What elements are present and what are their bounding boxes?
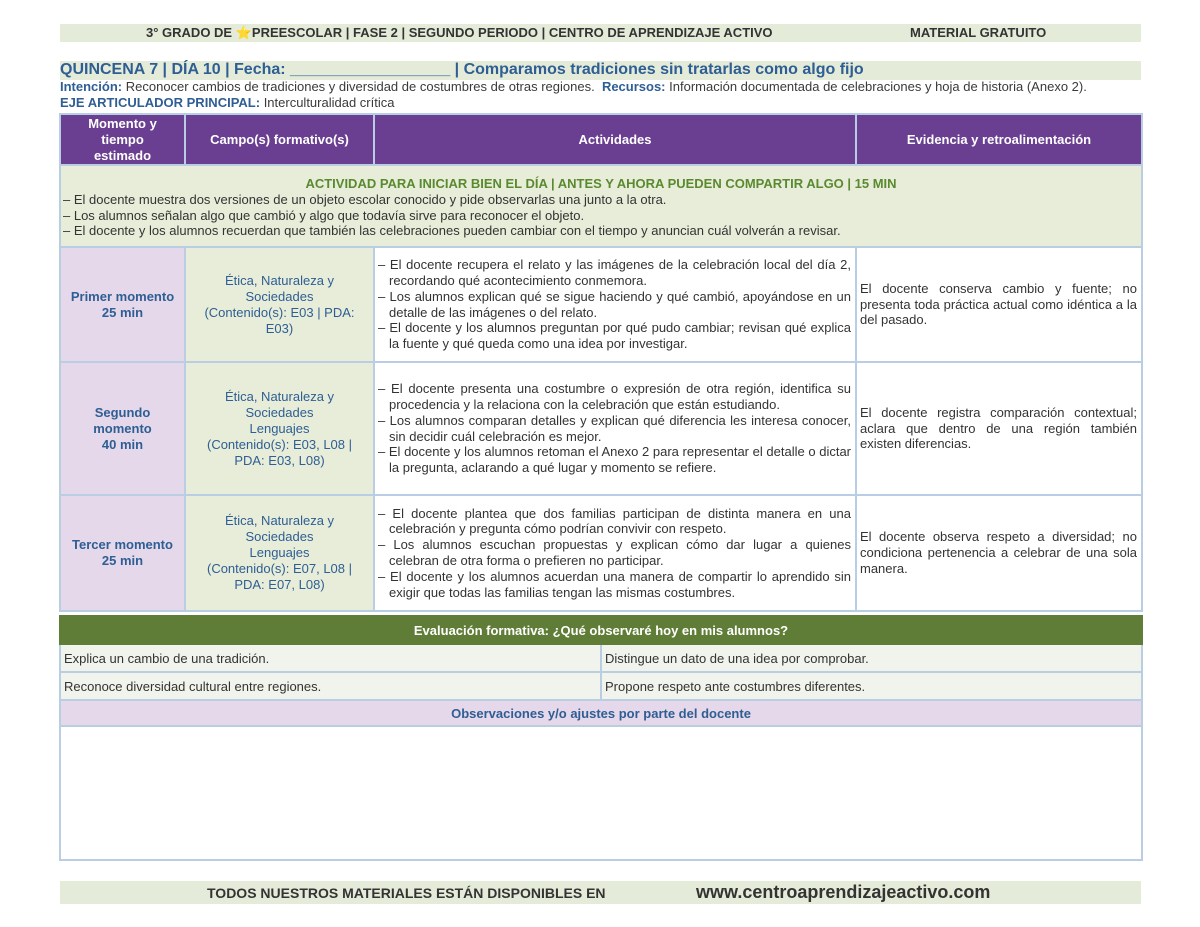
evaluacion-item: Explica un cambio de una tradición. (60, 644, 601, 672)
planning-table (59, 113, 1143, 612)
observaciones-title: Observaciones y/o ajustes por parte del docente (60, 700, 1142, 726)
evidencia-cell: El docente registra comparación contextual; aclara que dentro de una región también existen diferencias. (856, 362, 1142, 495)
table-header-row (60, 114, 1142, 165)
actividad-item: – El docente recupera el relato y las imágenes de la celebración local del día 2, recordando qué acontecimiento conmemora. (378, 257, 851, 288)
campo-line: Sociedades (245, 529, 314, 544)
evidencia-cell: El docente observa respeto a diversidad; no condiciona pertenencia a celebrar de una sola manera. (856, 495, 1142, 611)
header-momento: Momento y tiempo estimado (60, 114, 185, 165)
actividades-cell (374, 362, 856, 495)
campo-line: PDA: E07, L08) (234, 577, 325, 592)
campo-cell (185, 495, 374, 611)
evaluacion-item: Distingue un dato de una idea por comprobar. (601, 644, 1142, 672)
actividad-item: – Los alumnos explican qué se sigue haciendo y qué cambió, apoyándose en un detalle de las imágenes o del relato. (378, 288, 851, 320)
inicio-row (60, 165, 1142, 247)
table-row (60, 362, 1142, 495)
actividades-cell (374, 495, 856, 611)
inicio-line: – Los alumnos señalan algo que cambió y algo que todavía sirve para reconocer el objeto. (63, 207, 585, 223)
eje-text: Interculturalidad crítica (263, 95, 395, 110)
campo-cell (185, 362, 374, 495)
intencion-text: Reconocer cambios de tradiciones y diversidad de costumbres de otras regiones. (125, 79, 595, 94)
eje-line (60, 95, 394, 110)
header-campo: Campo(s) formativo(s) (185, 114, 374, 165)
campo-line: Ética, Naturaleza y (224, 513, 335, 528)
footer-text: TODOS NUESTROS MATERIALES ESTÁN DISPONIBLES EN (207, 885, 606, 901)
recursos-label: Recursos: (601, 79, 666, 94)
momento-time: 40 min (101, 436, 144, 452)
campo-cell (185, 247, 374, 362)
page-title: QUINCENA 7 | DÍA 10 | Fecha: __________________ | Comparamos tradiciones sin tratarlas como algo fijo (60, 61, 864, 78)
actividad-item: – Los alumnos comparan detalles y explican qué diferencia les interesa conocer, sin decidir cuál celebración es mejor. (378, 412, 851, 444)
momento-label: Primer momento (70, 288, 175, 304)
actividad-item: – El docente plantea que dos familias participan de distinta manera en una celebración y pregunta cómo podrían convivir con respeto. (378, 505, 851, 537)
banner-grade-info (146, 25, 773, 41)
top-banner (60, 24, 1141, 42)
inicio-title: ACTIVIDAD PARA INICIAR BIEN EL DÍA | ANTES Y AHORA PUEDEN COMPARTIR ALGO | 15 MIN (305, 176, 897, 191)
inicio-line: – El docente muestra dos versiones de un objeto escolar conocido y pide observarlas una junto a la otra. (63, 192, 667, 207)
eje-label: EJE ARTICULADOR PRINCIPAL: (60, 95, 261, 110)
campo-line: (Contenido(s): E03 | PDA: (204, 304, 355, 320)
inicio-line: – El docente y los alumnos recuerdan que también las celebraciones pueden cambiar con el tiempo y anuncian cuál volverán a revisar. (63, 223, 841, 238)
intencion-label: Intención: (60, 79, 123, 94)
actividad-item: – El docente y los alumnos preguntan por qué pudo cambiar; revisan qué explica la fuente y qué queda como una idea por investigar. (378, 320, 851, 352)
campo-line: PDA: E03, L08) (234, 452, 325, 468)
banner-free-material: MATERIAL GRATUITO (910, 25, 1047, 40)
evaluacion-item: Propone respeto ante costumbres diferentes. (601, 672, 1142, 700)
table-row (60, 495, 1142, 611)
momento-label: momento (93, 420, 152, 436)
campo-line: Lenguajes (249, 420, 310, 436)
campo-line: Sociedades (245, 288, 314, 304)
campo-line: Ética, Naturaleza y (224, 272, 335, 288)
actividad-item: – El docente y los alumnos acuerdan una manera de compartir lo aprendido sin exigir que todas las familias tengan las mismas costumbres. (378, 568, 851, 600)
header-actividades: Actividades (374, 114, 856, 165)
observaciones-area[interactable] (60, 726, 1142, 860)
momento-time: 25 min (101, 304, 144, 320)
footer-website-link[interactable]: www.centroaprendizajeactivo.com (696, 882, 991, 902)
evaluacion-title: Evaluación formativa: ¿Qué observaré hoy en mis alumnos? (60, 616, 1142, 644)
actividades-cell (374, 247, 856, 362)
footer-band (60, 881, 1141, 904)
campo-line: (Contenido(s): E07, L08 | (206, 561, 352, 576)
intencion-line (60, 79, 1087, 94)
table-row (60, 247, 1142, 362)
campo-line: (Contenido(s): E03, L08 | (206, 436, 352, 452)
actividad-item: – El docente y los alumnos retoman el Anexo 2 para representar el detalle o dictar la pregunta, aclarando a qué lugar y momento se refiere. (378, 444, 851, 476)
evidencia-cell: El docente conserva cambio y fuente; no presenta toda práctica actual como idéntica a la del pasado. (856, 247, 1142, 362)
momento-cell (60, 362, 185, 495)
star-icon: ⭐ (235, 25, 252, 40)
actividad-item: – El docente presenta una costumbre o expresión de otra región, identifica su procedencia y la relaciona con la celebración que están estudiando. (378, 381, 851, 412)
header-evidencia: Evidencia y retroalimentación (856, 114, 1142, 165)
campo-line: E03) (265, 320, 294, 336)
evaluacion-item: Reconoce diversidad cultural entre regiones. (60, 672, 601, 700)
momento-cell (60, 247, 185, 362)
momento-cell (60, 495, 185, 611)
momento-label: Segundo (94, 404, 151, 420)
banner-grade: 3° GRADO DE (146, 25, 236, 40)
actividad-item: – Los alumnos escuchan propuestas y explican cómo dar lugar a quienes celebran de otra forma o prefieren no participar. (378, 537, 851, 568)
momento-time: 25 min (101, 553, 144, 568)
evaluacion-table (59, 615, 1143, 861)
momento-label: Tercer momento (72, 537, 173, 552)
recursos-text: Información documentada de celebraciones y hoja de historia (Anexo 2). (669, 79, 1087, 94)
campo-line: Sociedades (245, 404, 314, 420)
banner-phase: PREESCOLAR | FASE 2 | SEGUNDO PERIODO | CENTRO DE APRENDIZAJE ACTIVO (251, 25, 773, 40)
campo-line: Ética, Naturaleza y (224, 388, 335, 404)
campo-line: Lenguajes (249, 545, 310, 560)
inicio-cell (60, 165, 1142, 247)
